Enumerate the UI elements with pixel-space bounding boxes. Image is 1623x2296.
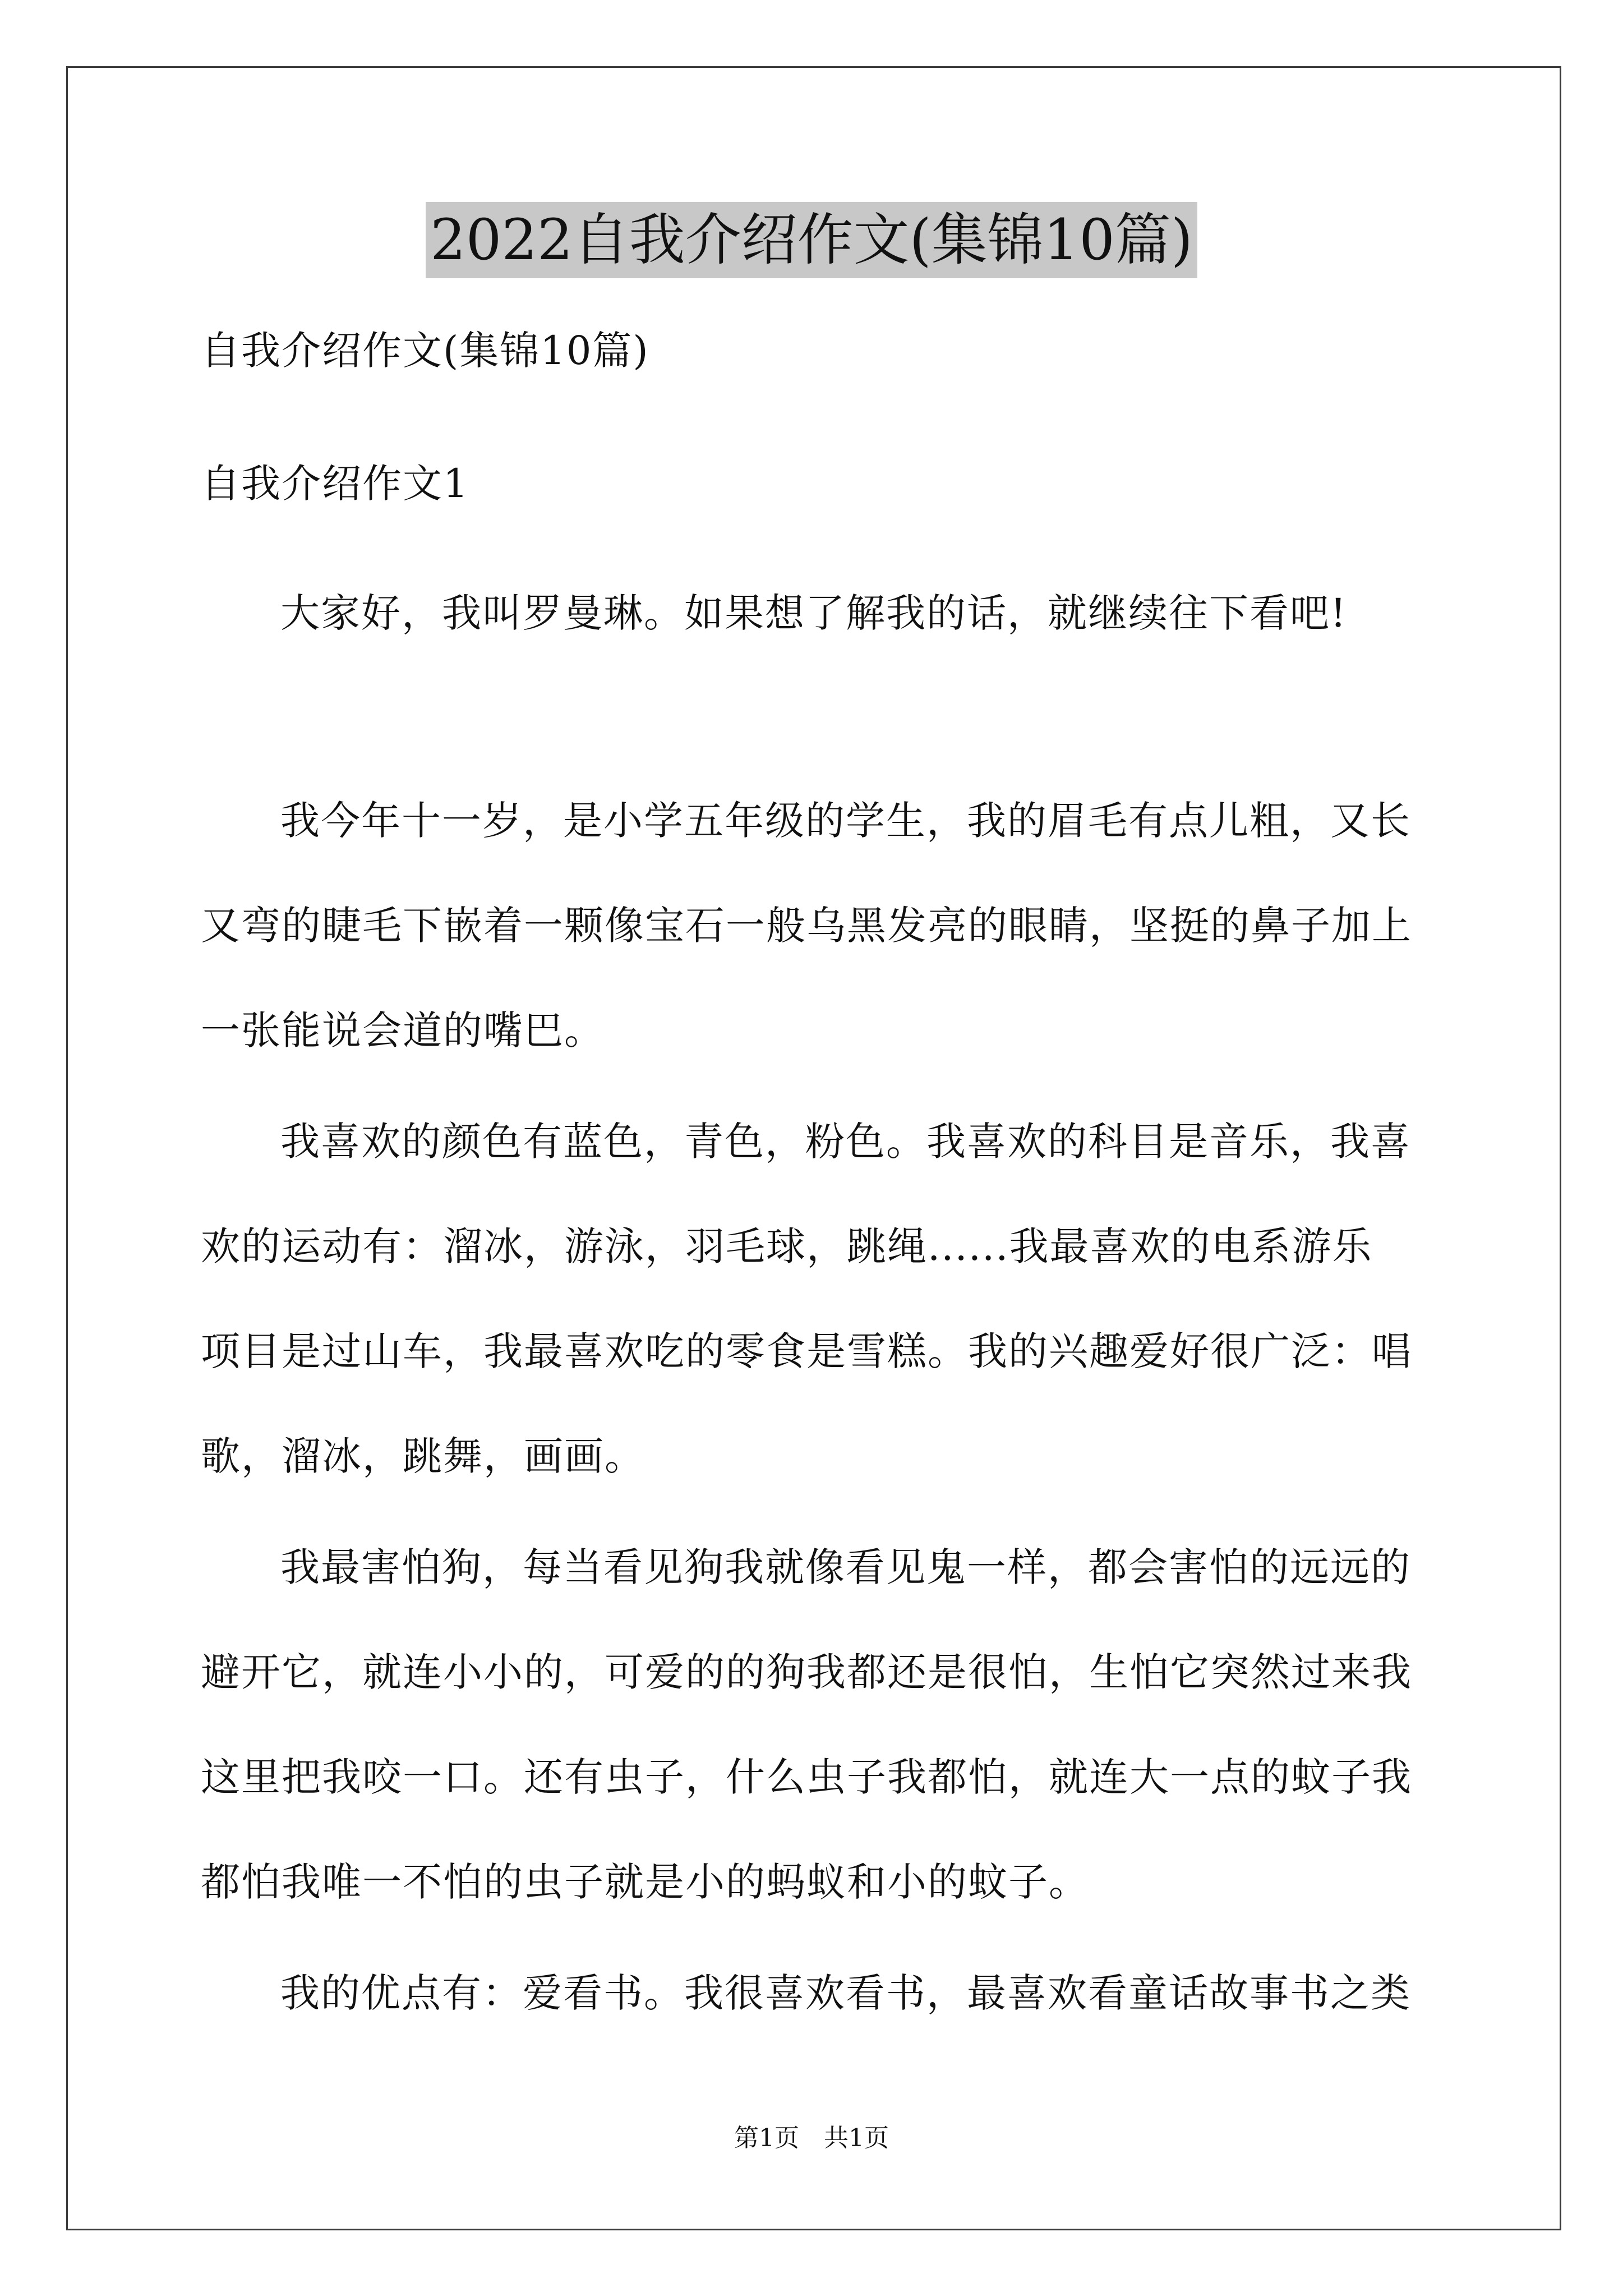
paragraph-line: 一张能说会道的嘴巴。 [201, 1007, 605, 1053]
document-title: 2022自我介绍作文(集锦10篇) [426, 202, 1197, 278]
page-footer: 第1页 共1页 [734, 2124, 889, 2152]
paragraph-line: 欢的运动有：溜冰，游泳，羽毛球，跳绳......我最喜欢的电系游乐 [201, 1223, 1373, 1269]
paragraph-line: 这里把我咬一口。还有虫子，什么虫子我都怕，就连大一点的蚊子我 [201, 1754, 1412, 1800]
title-container [0, 202, 1623, 278]
paragraph-line: 避开它，就连小小的，可爱的的狗我都还是很怕，生怕它突然过来我 [201, 1649, 1412, 1695]
paragraph-line: 歌，溜冰，跳舞，画画。 [201, 1433, 645, 1479]
paragraph-line: 项目是过山车，我最喜欢吃的零食是雪糕。我的兴趣爱好很广泛：唱 [201, 1328, 1412, 1374]
paragraph-line: 又弯的睫毛下嵌着一颗像宝石一般乌黑发亮的眼睛，坚挺的鼻子加上 [201, 903, 1412, 949]
paragraph-line: 大家好，我叫罗曼琳。如果想了解我的话，就继续往下看吧! [280, 590, 1348, 636]
paragraph-line: 都怕我唯一不怕的虫子就是小的蚂蚁和小的蚊子。 [201, 1859, 1089, 1905]
paragraph-line: 我最害怕狗，每当看见狗我就像看见鬼一样，都会害怕的远远的 [280, 1544, 1411, 1590]
paragraph-line: 我喜欢的颜色有蓝色，青色，粉色。我喜欢的科目是音乐，我喜 [280, 1119, 1411, 1165]
document-subtitle: 自我介绍作文(集锦10篇) [201, 328, 649, 374]
paragraph-line: 我今年十一岁，是小学五年级的学生，我的眉毛有点儿粗，又长 [280, 798, 1411, 844]
paragraph-line: 我的优点有：爱看书。我很喜欢看书，最喜欢看童话故事书之类 [280, 1970, 1411, 2016]
section-heading: 自我介绍作文1 [201, 461, 469, 507]
